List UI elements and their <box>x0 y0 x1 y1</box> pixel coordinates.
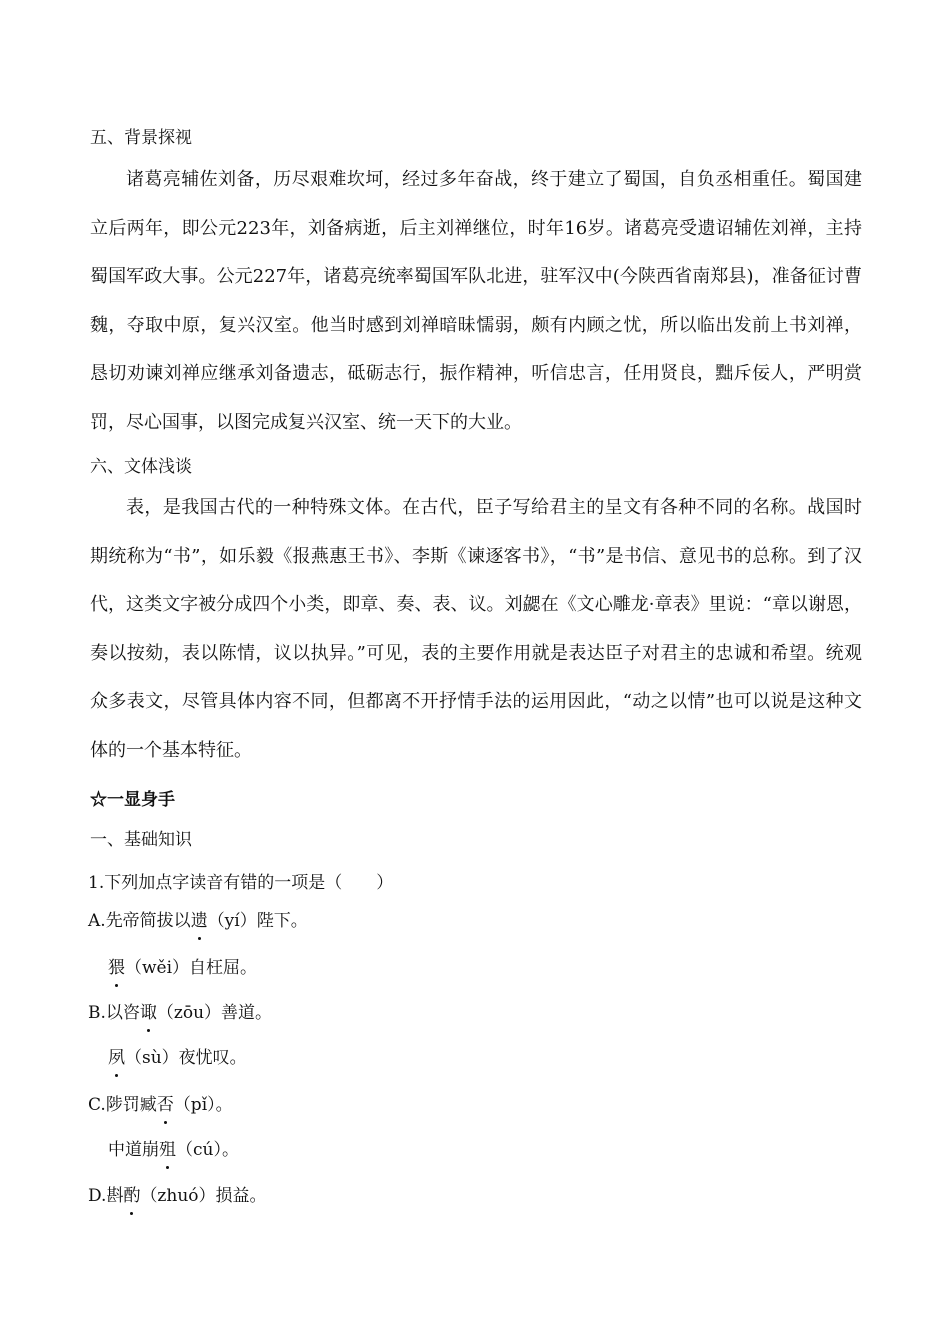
dotted-char: 酌 <box>123 1186 141 1206</box>
dotted-char: 诹 <box>139 1003 157 1023</box>
basic-knowledge-heading: 一、基础知识 <box>90 830 192 850</box>
question-1: 1.下列加点字读音有错的一项是（ ） <box>88 873 394 893</box>
practice-heading: ☆一显身手 <box>90 790 175 810</box>
option-c-label: C. <box>88 1095 106 1115</box>
option-b-line2: 夙（sù）夜忧叹。 <box>108 1048 247 1068</box>
dotted-char: 猥 <box>108 958 125 978</box>
section6-heading: 六、文体浅谈 <box>90 457 192 477</box>
dotted-char: 殂 <box>159 1140 176 1160</box>
option-a-line2: 猥（wěi）自枉屈。 <box>108 958 258 978</box>
section6-paragraph <box>90 484 862 776</box>
option-c-line2: 中道崩殂（cú）。 <box>108 1140 239 1160</box>
dotted-char: 遗 <box>190 911 208 931</box>
dotted-char: 否 <box>156 1095 174 1115</box>
option-b-label: B. <box>88 1003 106 1023</box>
option-d-line1: D.斟酌（zhuó）损益。 <box>88 1186 267 1206</box>
dotted-char: 夙 <box>108 1048 125 1068</box>
option-a-label: A. <box>88 911 106 931</box>
option-a-line1: A.先帝简拔以遗（yí）陛下。 <box>88 911 308 931</box>
genre-text: 表，是我国古代的一种特殊文体。在古代，臣子写给君主的呈文有各种不同的名称。战国时期统称为“书”，如乐毅《报燕惠王书》、李斯《谏逐客书》，“书”是书信、意见书的总称。到了汉代，这类文字被分成四个小类，即章、奏、表、议。刘勰在《文心雕龙·章表》里说：“章以谢恩，奏以按劾，表以陈情，议以执异。”可见，表的主要作用就是表达臣子对君主的忠诚和希望。统观众多表文，尽管具体内容不同，但都离不开抒情手法的运用因此，“动之以情”也可以说是这种文体的一个基本特征。 <box>90 497 862 761</box>
option-d-label: D. <box>88 1186 107 1206</box>
section5-heading: 五、背景探视 <box>90 128 192 148</box>
background-text: 诸葛亮辅佐刘备，历尽艰难坎坷，经过多年奋战，终于建立了蜀国，自负丞相重任。蜀国建立后两年，即公元223年，刘备病逝，后主刘禅继位，时年16岁。诸葛亮受遗诏辅佐刘禅，主持蜀国军政大事。公元227年，诸葛亮统率蜀国军队北进，驻军汉中(今陕西省南郑县)，准备征讨曹魏，夺取中原，复兴汉室。他当时感到刘禅暗昧懦弱，颇有内顾之忧，所以临出发前上书刘禅，恳切劝谏刘禅应继承刘备遗志，砥砺志行，振作精神，听信忠言，任用贤良，黜斥佞人，严明赏罚，尽心国事，以图完成复兴汉室、统一天下的大业。 <box>90 169 862 433</box>
option-b-line1: B.以咨诹（zōu）善道。 <box>88 1003 273 1023</box>
option-c-line1: C.陟罚臧否（pǐ）。 <box>88 1095 233 1115</box>
section5-paragraph <box>90 156 862 448</box>
